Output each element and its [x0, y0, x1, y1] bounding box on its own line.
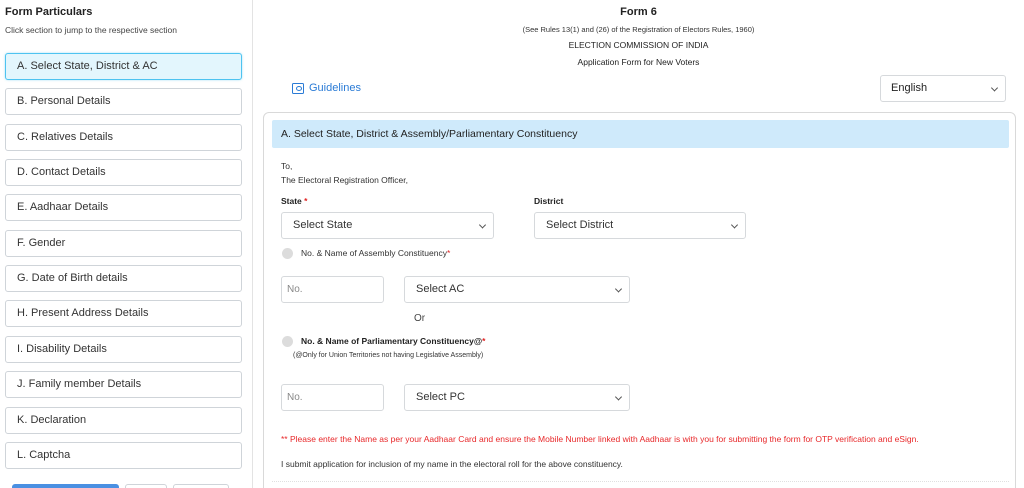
form-rules-note: (See Rules 13(1) and (26) of the Registration of Electors Rules, 1960) [522, 25, 755, 34]
sidebar-item-date-of-birth[interactable]: G. Date of Birth details [5, 265, 242, 292]
pc-select[interactable] [404, 384, 630, 411]
aadhaar-warning: ** Please enter the Name as per your Aadhaar Card and ensure the Mobile Number linked with Aadhaar is with you for submitting the form for OTP verification and eSign. [281, 434, 919, 444]
pc-label-text: No. & Name of Parliamentary Constituency@ [301, 336, 483, 346]
chevron-down-icon [991, 84, 998, 91]
guidelines-link[interactable] [292, 82, 361, 94]
eye-icon [292, 83, 304, 94]
section-a-header: A. Select State, District & Assembly/Parliamentary Constituency [272, 120, 1009, 148]
divider [272, 481, 1009, 482]
sidebar-item-captcha[interactable]: L. Captcha [5, 442, 242, 469]
pc-note: (@Only for Union Territories not having Legislative Assembly) [293, 352, 484, 359]
form-title: Form 6 [620, 6, 657, 18]
sidebar-item-contact-details[interactable]: D. Contact Details [5, 159, 242, 186]
parliamentary-constituency-radio[interactable] [282, 336, 293, 347]
state-label [281, 196, 307, 206]
required-marker: * [304, 196, 308, 206]
assembly-constituency-radio[interactable] [282, 248, 293, 259]
district-select-value: Select District [546, 219, 614, 231]
ac-number-input[interactable]: No. [281, 276, 384, 303]
chevron-down-icon [615, 393, 622, 400]
state-label-text: State [281, 196, 302, 206]
language-select[interactable] [880, 75, 1006, 102]
chevron-down-icon [615, 285, 622, 292]
pc-number-input[interactable]: No. [281, 384, 384, 411]
sidebar-item-personal-details[interactable]: B. Personal Details [5, 88, 242, 115]
address-to: To, [281, 161, 293, 171]
sidebar-item-present-address[interactable]: H. Present Address Details [5, 300, 242, 327]
ac-label-text: No. & Name of Assembly Constituency [301, 248, 447, 258]
sidebar-item-relatives-details[interactable]: C. Relatives Details [5, 124, 242, 151]
state-select[interactable] [281, 212, 494, 239]
sidebar-title: Form Particulars [5, 6, 93, 18]
parliamentary-constituency-label [301, 336, 485, 346]
sidebar-item-disability-details[interactable]: I. Disability Details [5, 336, 242, 363]
form-particulars-sidebar [0, 0, 253, 488]
form-subtitle: Application Form for New Voters [577, 57, 700, 67]
district-select[interactable] [534, 212, 746, 239]
ac-select[interactable] [404, 276, 630, 303]
guidelines-label: Guidelines [309, 82, 361, 94]
sidebar-subtitle: Click section to jump to the respective section [5, 25, 177, 35]
or-separator: Or [414, 313, 426, 324]
chevron-down-icon [479, 221, 486, 228]
sidebar-tertiary-button[interactable] [173, 484, 229, 488]
state-select-value: Select State [293, 219, 353, 231]
sidebar-item-state-district-ac[interactable]: A. Select State, District & AC [5, 53, 242, 80]
ac-select-value: Select AC [416, 283, 465, 295]
organization-name: ELECTION COMMISSION OF INDIA [568, 40, 709, 50]
sidebar-item-family-member-details[interactable]: J. Family member Details [5, 371, 242, 398]
language-value: English [891, 82, 928, 94]
pc-select-value: Select PC [416, 391, 465, 403]
submission-statement: I submit application for inclusion of my name in the electoral roll for the above constituency. [281, 459, 623, 469]
district-label: District [534, 196, 564, 206]
required-marker: * [446, 248, 451, 258]
sidebar-primary-button[interactable] [12, 484, 119, 488]
required-marker: * [482, 336, 486, 346]
sidebar-item-gender[interactable]: F. Gender [5, 230, 242, 257]
assembly-constituency-label [301, 248, 450, 258]
address-officer: The Electoral Registration Officer, [281, 175, 408, 185]
sidebar-secondary-button[interactable] [125, 484, 167, 488]
sidebar-item-aadhaar-details[interactable]: E. Aadhaar Details [5, 194, 242, 221]
chevron-down-icon [731, 221, 738, 228]
sidebar-item-declaration[interactable]: K. Declaration [5, 407, 242, 434]
